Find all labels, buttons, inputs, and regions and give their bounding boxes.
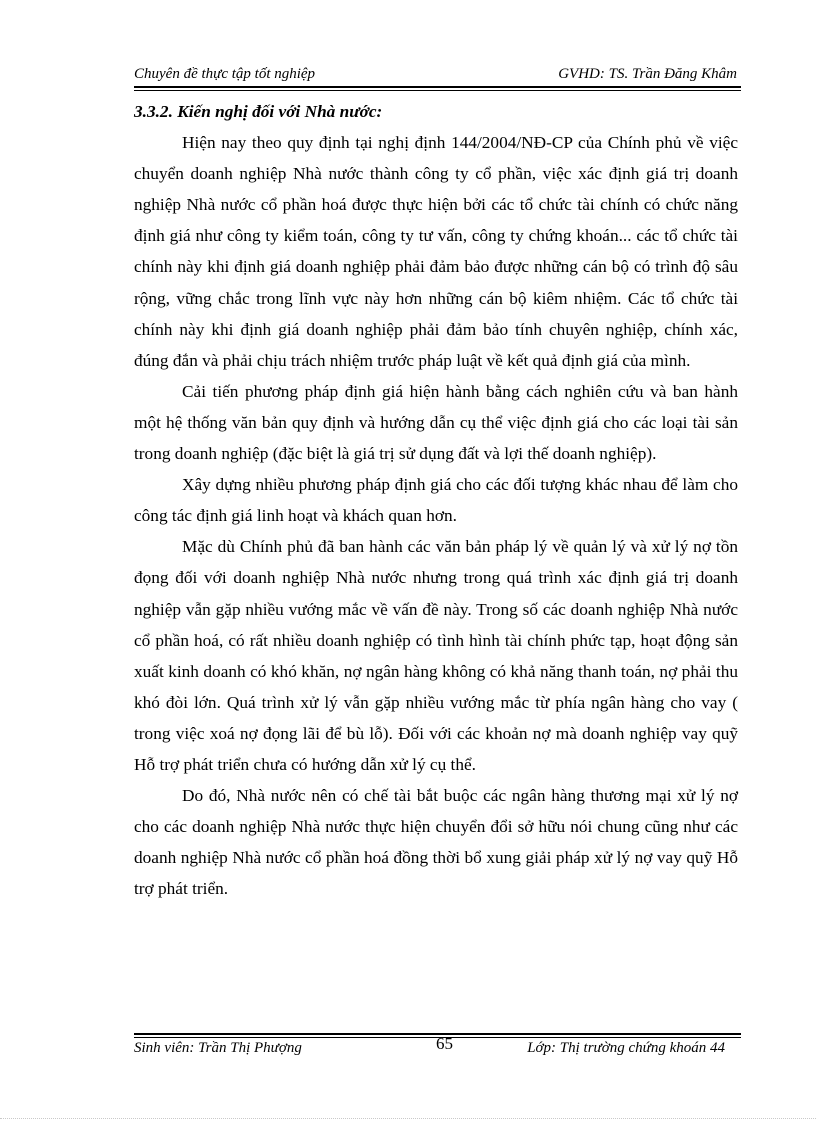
- paragraph-3: Xây dựng nhiều phương pháp định giá cho các đối tượng khác nhau để làm cho công tác định giá linh hoạt và khách quan hơn.: [134, 475, 738, 526]
- page-body: [134, 96, 738, 904]
- paragraph-2: Cải tiến phương pháp định giá hiện hành bằng cách nghiên cứu và ban hành một hệ thống văn bản quy định và hướng dẫn cụ thể việc định giá cho các loại tài sản trong doanh nghiệp (đặc biệt là giá trị sử dụng đất và lợi thế doanh nghiệp).: [134, 381, 738, 464]
- page-footer: [134, 1034, 741, 1060]
- section-title: 3.3.2. Kiến nghị đối với Nhà nước:: [134, 102, 383, 121]
- header-rule-thick: [134, 86, 741, 88]
- header-document-type: Chuyên đề thực tập tốt nghiệp: [134, 66, 316, 82]
- header-supervisor: GVHD: TS. Trần Đăng Khâm: [558, 66, 737, 82]
- paragraph-1: Hiện nay theo quy định tại nghị định 144/2004/NĐ-CP của Chính phủ về việc chuyển doanh nghiệp Nhà nước thành công ty cổ phần, việc xác định giá trị doanh nghiệp Nhà nước cổ phần hoá được thực hiện bởi các tổ chức tài chính có chức năng định giá như công ty kiểm toán, công ty tư vấn, công ty chứng khoán... các tổ chức tài chính này khi định giá doanh nghiệp phải đảm bảo được những cán bộ có trình độ sâu rộng, vững chắc trong lĩnh vực này hơn những cán bộ kiêm nhiệm. Các tổ chức tài chính này khi định giá doanh nghiệp phải đảm bảo tính chuyên nghiệp, chính xác, đúng đắn và phải chịu trách nhiệm trước pháp luật về kết quả định giá của mình.: [134, 133, 738, 370]
- page-header: [134, 66, 741, 88]
- page-number: 65: [436, 1034, 453, 1053]
- footer-student: Sinh viên: Trần Thị Phượng: [134, 1040, 302, 1056]
- page-edge-divider: [0, 1118, 816, 1119]
- footer-class: Lớp: Thị trường chứng khoán 44: [527, 1040, 725, 1056]
- header-rule-thin: [134, 90, 741, 91]
- paragraph-4: Mặc dù Chính phủ đã ban hành các văn bản pháp lý về quản lý và xử lý nợ tồn đọng đối với doanh nghiệp Nhà nước nhưng trong quá trình xác định giá trị doanh nghiệp vẫn gặp nhiều vướng mắc về vấn đề này. Trong số các doanh nghiệp Nhà nước cổ phần hoá, có rất nhiều doanh nghiệp có tình hình tài chính phức tạp, hoạt động sản xuất kinh doanh có khó khăn, nợ ngân hàng không có khả năng thanh toán, nợ phải thu khó đòi lớn. Quá trình xử lý vẫn gặp nhiều vướng mắc từ phía ngân hàng cho vay ( trong việc xoá nợ đọng lãi để bù lỗ). Đối với các khoản nợ mà doanh nghiệp vay quỹ Hỗ trợ phát triển chưa có hướng dẫn xử lý cụ thể.: [134, 537, 738, 774]
- paragraph-5: Do đó, Nhà nước nên có chế tài bắt buộc các ngân hàng thương mại xử lý nợ cho các doanh nghiệp Nhà nước thực hiện chuyển đổi sở hữu nói chung cũng như các doanh nghiệp Nhà nước cổ phần hoá đồng thời bổ xung giải pháp xử lý nợ vay quỹ Hỗ trợ phát triển.: [134, 786, 738, 899]
